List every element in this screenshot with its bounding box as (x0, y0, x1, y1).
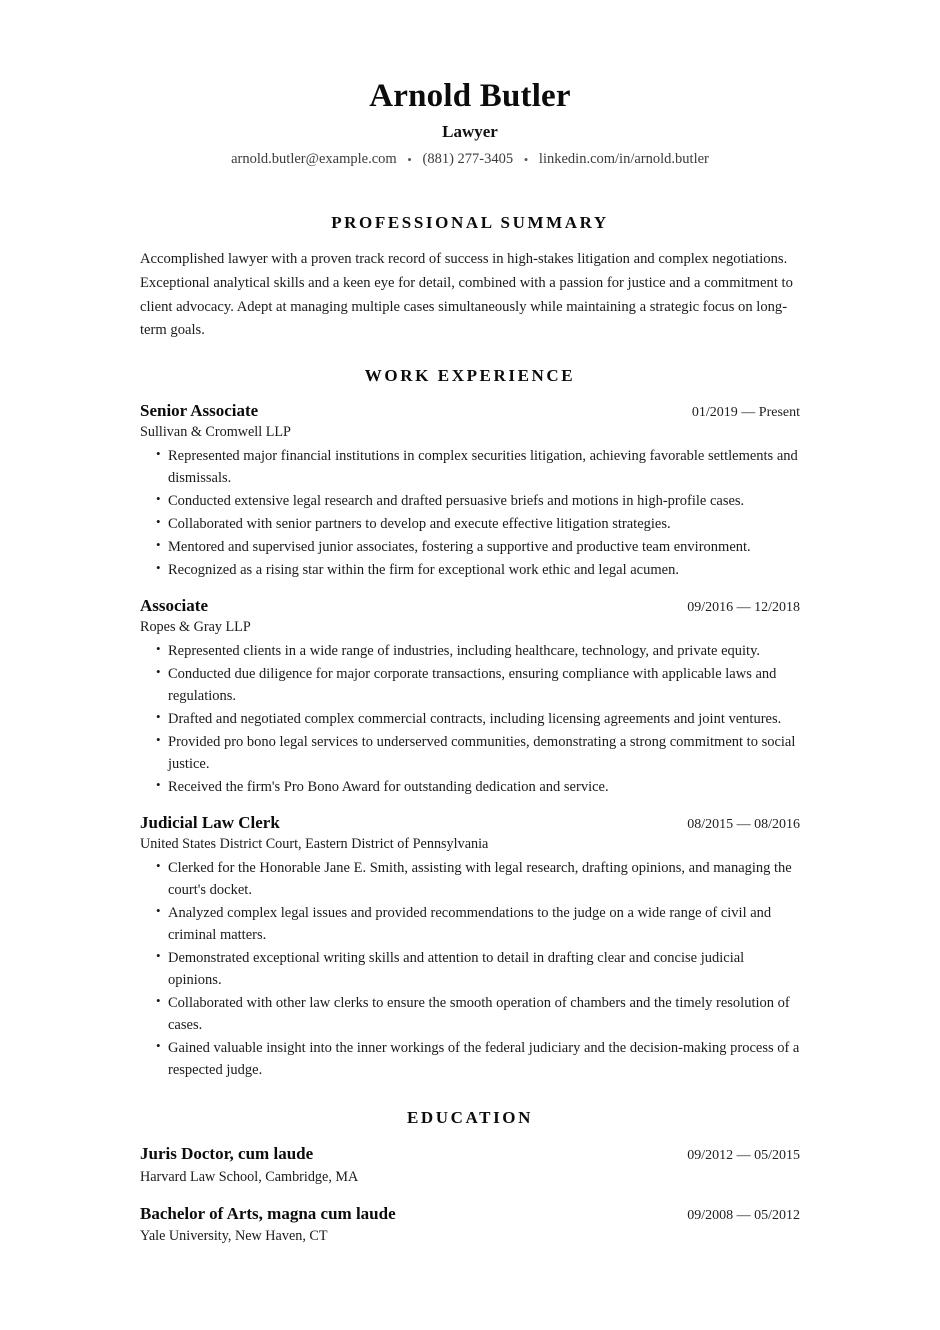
contact-separator-icon: • (407, 151, 412, 167)
section-title-work-experience: WORK EXPERIENCE (364, 365, 576, 385)
work-entry-organization: Ropes & Gray LLP (140, 619, 251, 636)
list-item: • Collaborated with other law clerks to ensure the smooth operation of chambers and the timely resolution of cases. (140, 992, 800, 1036)
education-entry (140, 1203, 800, 1247)
resume-header (140, 78, 800, 169)
list-item: • Provided pro bono legal services to underserved communities, demonstrating a strong commitment to social justice. (140, 731, 800, 775)
work-entry (140, 595, 800, 798)
education-degree: Bachelor of Arts, magna cum laude (140, 1204, 396, 1224)
education-entry-header (140, 1203, 800, 1224)
list-item: • Mentored and supervised junior associates, fostering a supportive and productive team environment. (140, 536, 800, 558)
professional-summary-text: Accomplished lawyer with a proven track record of success in high-stakes litigation and complex negotiations. Exceptional analytical skills and a keen eye for detail, combined with a passion for justice and a commitment to client advocacy. Adept at managing multiple cases simultaneously while maintaining a strategic focus on long-term goals. (140, 251, 793, 339)
education-school: Yale University, New Haven, CT (140, 1228, 328, 1245)
education-date: 09/2008 — 05/2012 (687, 1208, 800, 1224)
work-entry-date: 08/2015 — 08/2016 (687, 817, 800, 833)
list-item: • Received the firm's Pro Bono Award for outstanding dedication and service. (140, 776, 800, 798)
work-entry-date: 09/2016 — 12/2018 (687, 599, 800, 615)
contact-line (140, 150, 800, 169)
list-item: • Drafted and negotiated complex commercial contracts, including licensing agreements and joint ventures. (140, 708, 800, 730)
work-entry-title: Judicial Law Clerk (140, 813, 280, 833)
contact-separator-icon: • (523, 151, 529, 167)
education-entry (140, 1143, 800, 1187)
section-title-professional-summary: PROFESSIONAL SUMMARY (331, 213, 609, 233)
work-entry (140, 400, 800, 581)
contact-website[interactable]: linkedin.com/in/arnold.butler (538, 151, 709, 168)
work-entry-header (140, 812, 800, 833)
work-entry-bullets (140, 640, 800, 798)
list-item: • Analyzed complex legal issues and provided recommendations to the judge on a wide range of civil and criminal matters. (140, 902, 800, 946)
education-school: Harvard Law School, Cambridge, MA (140, 1168, 359, 1185)
education-degree: Juris Doctor, cum laude (140, 1144, 314, 1164)
work-entry-header (140, 595, 800, 616)
education-entry-header (140, 1143, 800, 1164)
section-title-education: EDUCATION (406, 1108, 534, 1128)
list-item: • Collaborated with senior partners to develop and execute effective litigation strategies. (140, 513, 800, 535)
work-entry-bullets (140, 857, 800, 1081)
education-date: 09/2012 — 05/2015 (687, 1148, 800, 1164)
list-item: • Demonstrated exceptional writing skills and attention to detail in drafting clear and concise judicial opinions. (140, 947, 800, 991)
work-entry-organization: Sullivan & Cromwell LLP (140, 424, 291, 441)
list-item: • Conducted extensive legal research and drafted persuasive briefs and motions in high-profile cases. (140, 490, 800, 512)
work-entry-organization: United States District Court, Eastern District of Pennsylvania (140, 836, 489, 853)
contact-phone[interactable]: (881) 277-3405 (422, 151, 514, 168)
work-entry-title: Associate (140, 595, 208, 615)
list-item: • Recognized as a rising star within the firm for exceptional work ethic and legal acumen. (140, 559, 800, 581)
work-entry-title: Senior Associate (140, 400, 259, 420)
candidate-job-title: Lawyer (442, 121, 498, 141)
list-item: • Gained valuable insight into the inner workings of the federal judiciary and the decision-making process of a respected judge. (140, 1037, 800, 1081)
contact-email[interactable]: arnold.butler@example.com (231, 151, 397, 168)
list-item: • Represented clients in a wide range of industries, including healthcare, technology, and private equity. (140, 640, 800, 662)
work-entry (140, 812, 800, 1081)
list-item: • Conducted due diligence for major corporate transactions, ensuring compliance with applicable laws and regulations. (140, 663, 800, 707)
work-entry-date: 01/2019 — Present (691, 404, 800, 420)
candidate-name: Arnold Butler (369, 78, 571, 114)
list-item: • Clerked for the Honorable Jane E. Smith, assisting with legal research, drafting opinions, and managing the court's docket. (140, 857, 800, 901)
work-entry-bullets (140, 445, 800, 581)
list-item: • Represented major financial institutions in complex securities litigation, achieving favorable settlements and dismissals. (140, 445, 800, 489)
work-entry-header (140, 400, 800, 421)
